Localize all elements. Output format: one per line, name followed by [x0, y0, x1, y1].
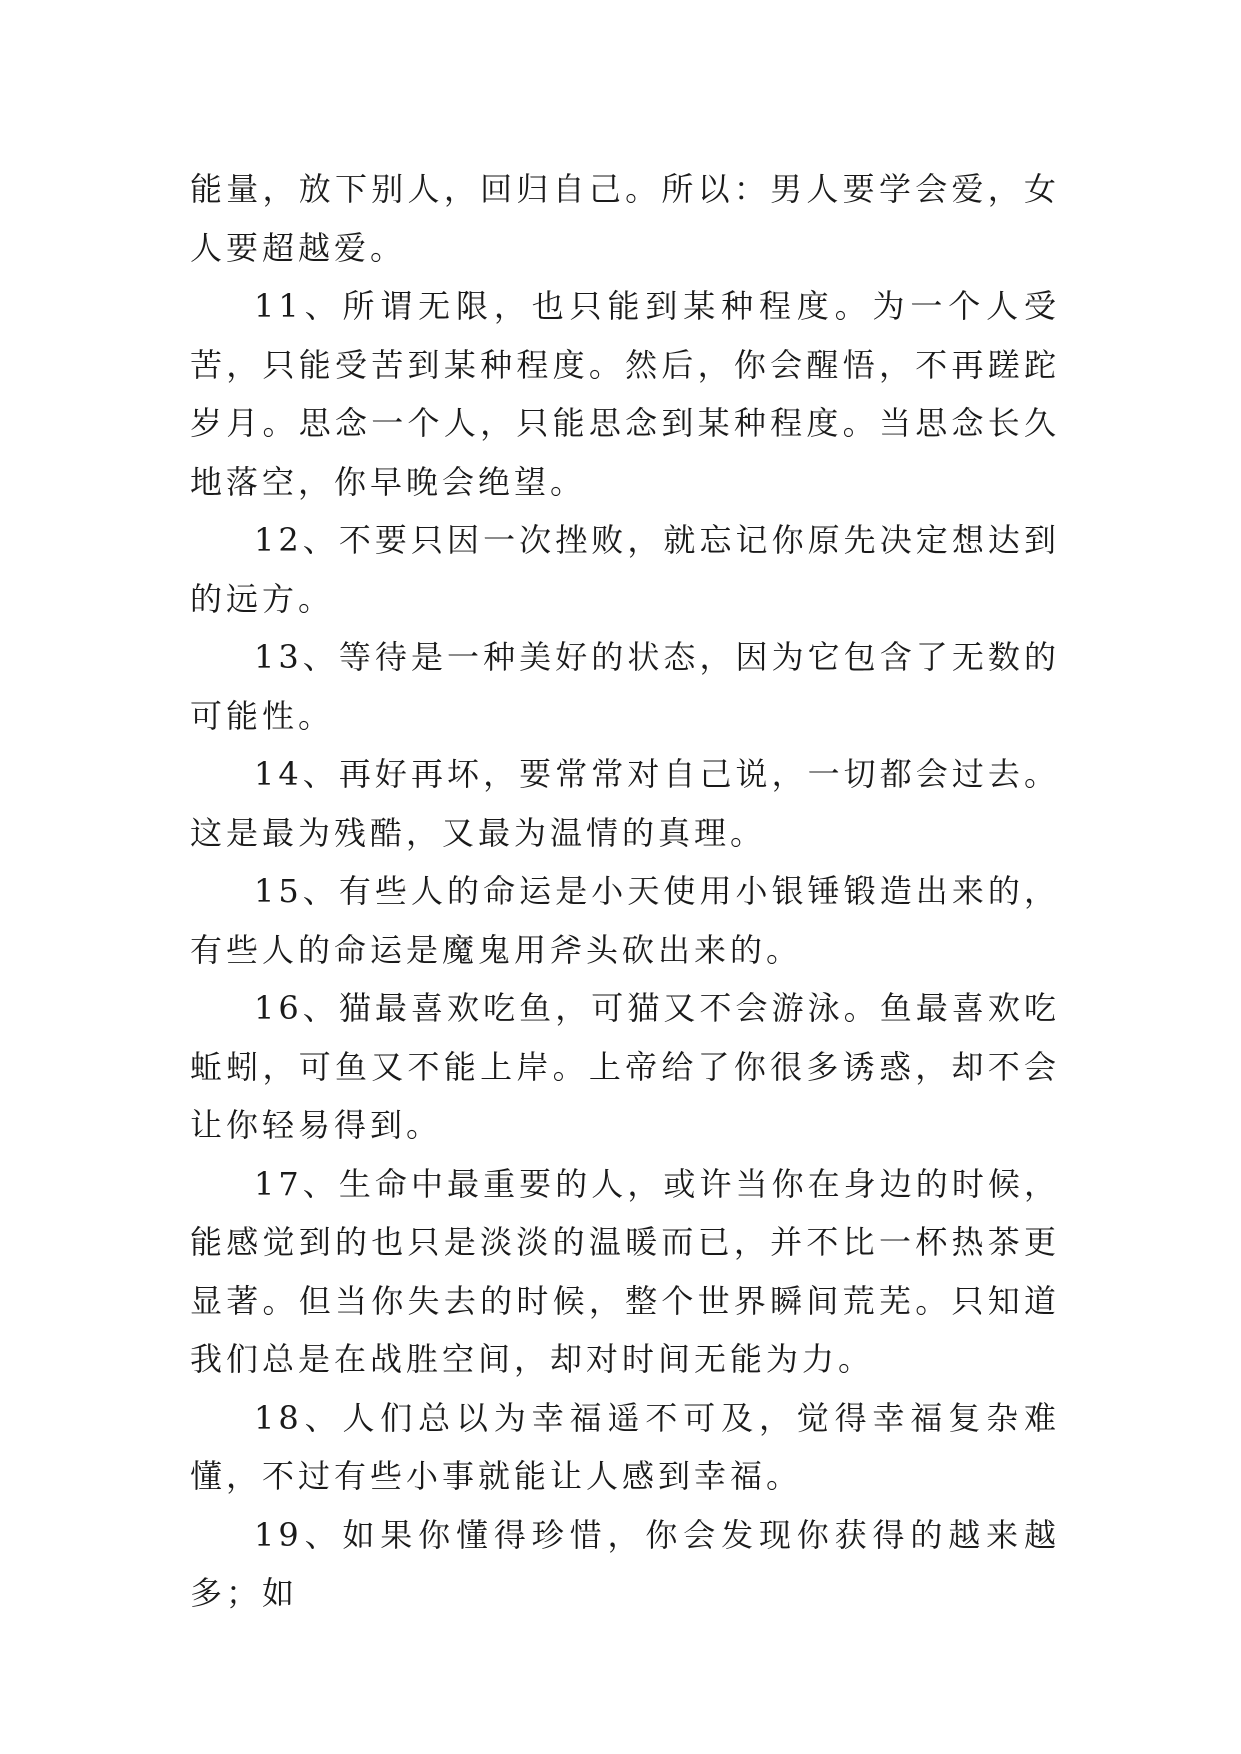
paragraph-item-16: 16、猫最喜欢吃鱼，可猫又不会游泳。鱼最喜欢吃蚯蚓，可鱼又不能上岸。上帝给了你很多诱惑，却不会让你轻易得到。: [190, 989, 1060, 1144]
paragraph-item-19: 19、如果你懂得珍惜，你会发现你获得的越来越多；如: [190, 1515, 1060, 1612]
paragraph-item-11: 11、所谓无限，也只能到某种程度。为一个人受苦，只能受苦到某种程度。然后，你会醒悟，不再蹉跎岁月。思念一个人，只能思念到某种程度。当思念长久地落空，你早晚会绝望。: [190, 287, 1060, 501]
paragraph-item-13: 13、等待是一种美好的状态，因为它包含了无数的可能性。: [190, 638, 1060, 735]
paragraph-item-15: 15、有些人的命运是小天使用小银锤锻造出来的，有些人的命运是魔鬼用斧头砍出来的。: [190, 872, 1060, 969]
paragraph-item-18: 18、人们总以为幸福遥不可及，觉得幸福复杂难懂，不过有些小事就能让人感到幸福。: [190, 1398, 1060, 1495]
document-body: [190, 160, 1060, 1623]
paragraph-continuation: 能量，放下别人，回归自己。所以：男人要学会爱，女人要超越爱。: [190, 170, 1060, 267]
paragraph-item-12: 12、不要只因一次挫败，就忘记你原先决定想达到的远方。: [190, 521, 1060, 618]
paragraph-item-17: 17、生命中最重要的人，或许当你在身边的时候，能感觉到的也只是淡淡的温暖而已，并不比一杯热茶更显著。但当你失去的时候，整个世界瞬间荒芜。只知道我们总是在战胜空间，却对时间无能为力。: [190, 1164, 1060, 1378]
paragraph-item-14: 14、再好再坏，要常常对自己说，一切都会过去。这是最为残酷，又最为温情的真理。: [190, 755, 1060, 852]
